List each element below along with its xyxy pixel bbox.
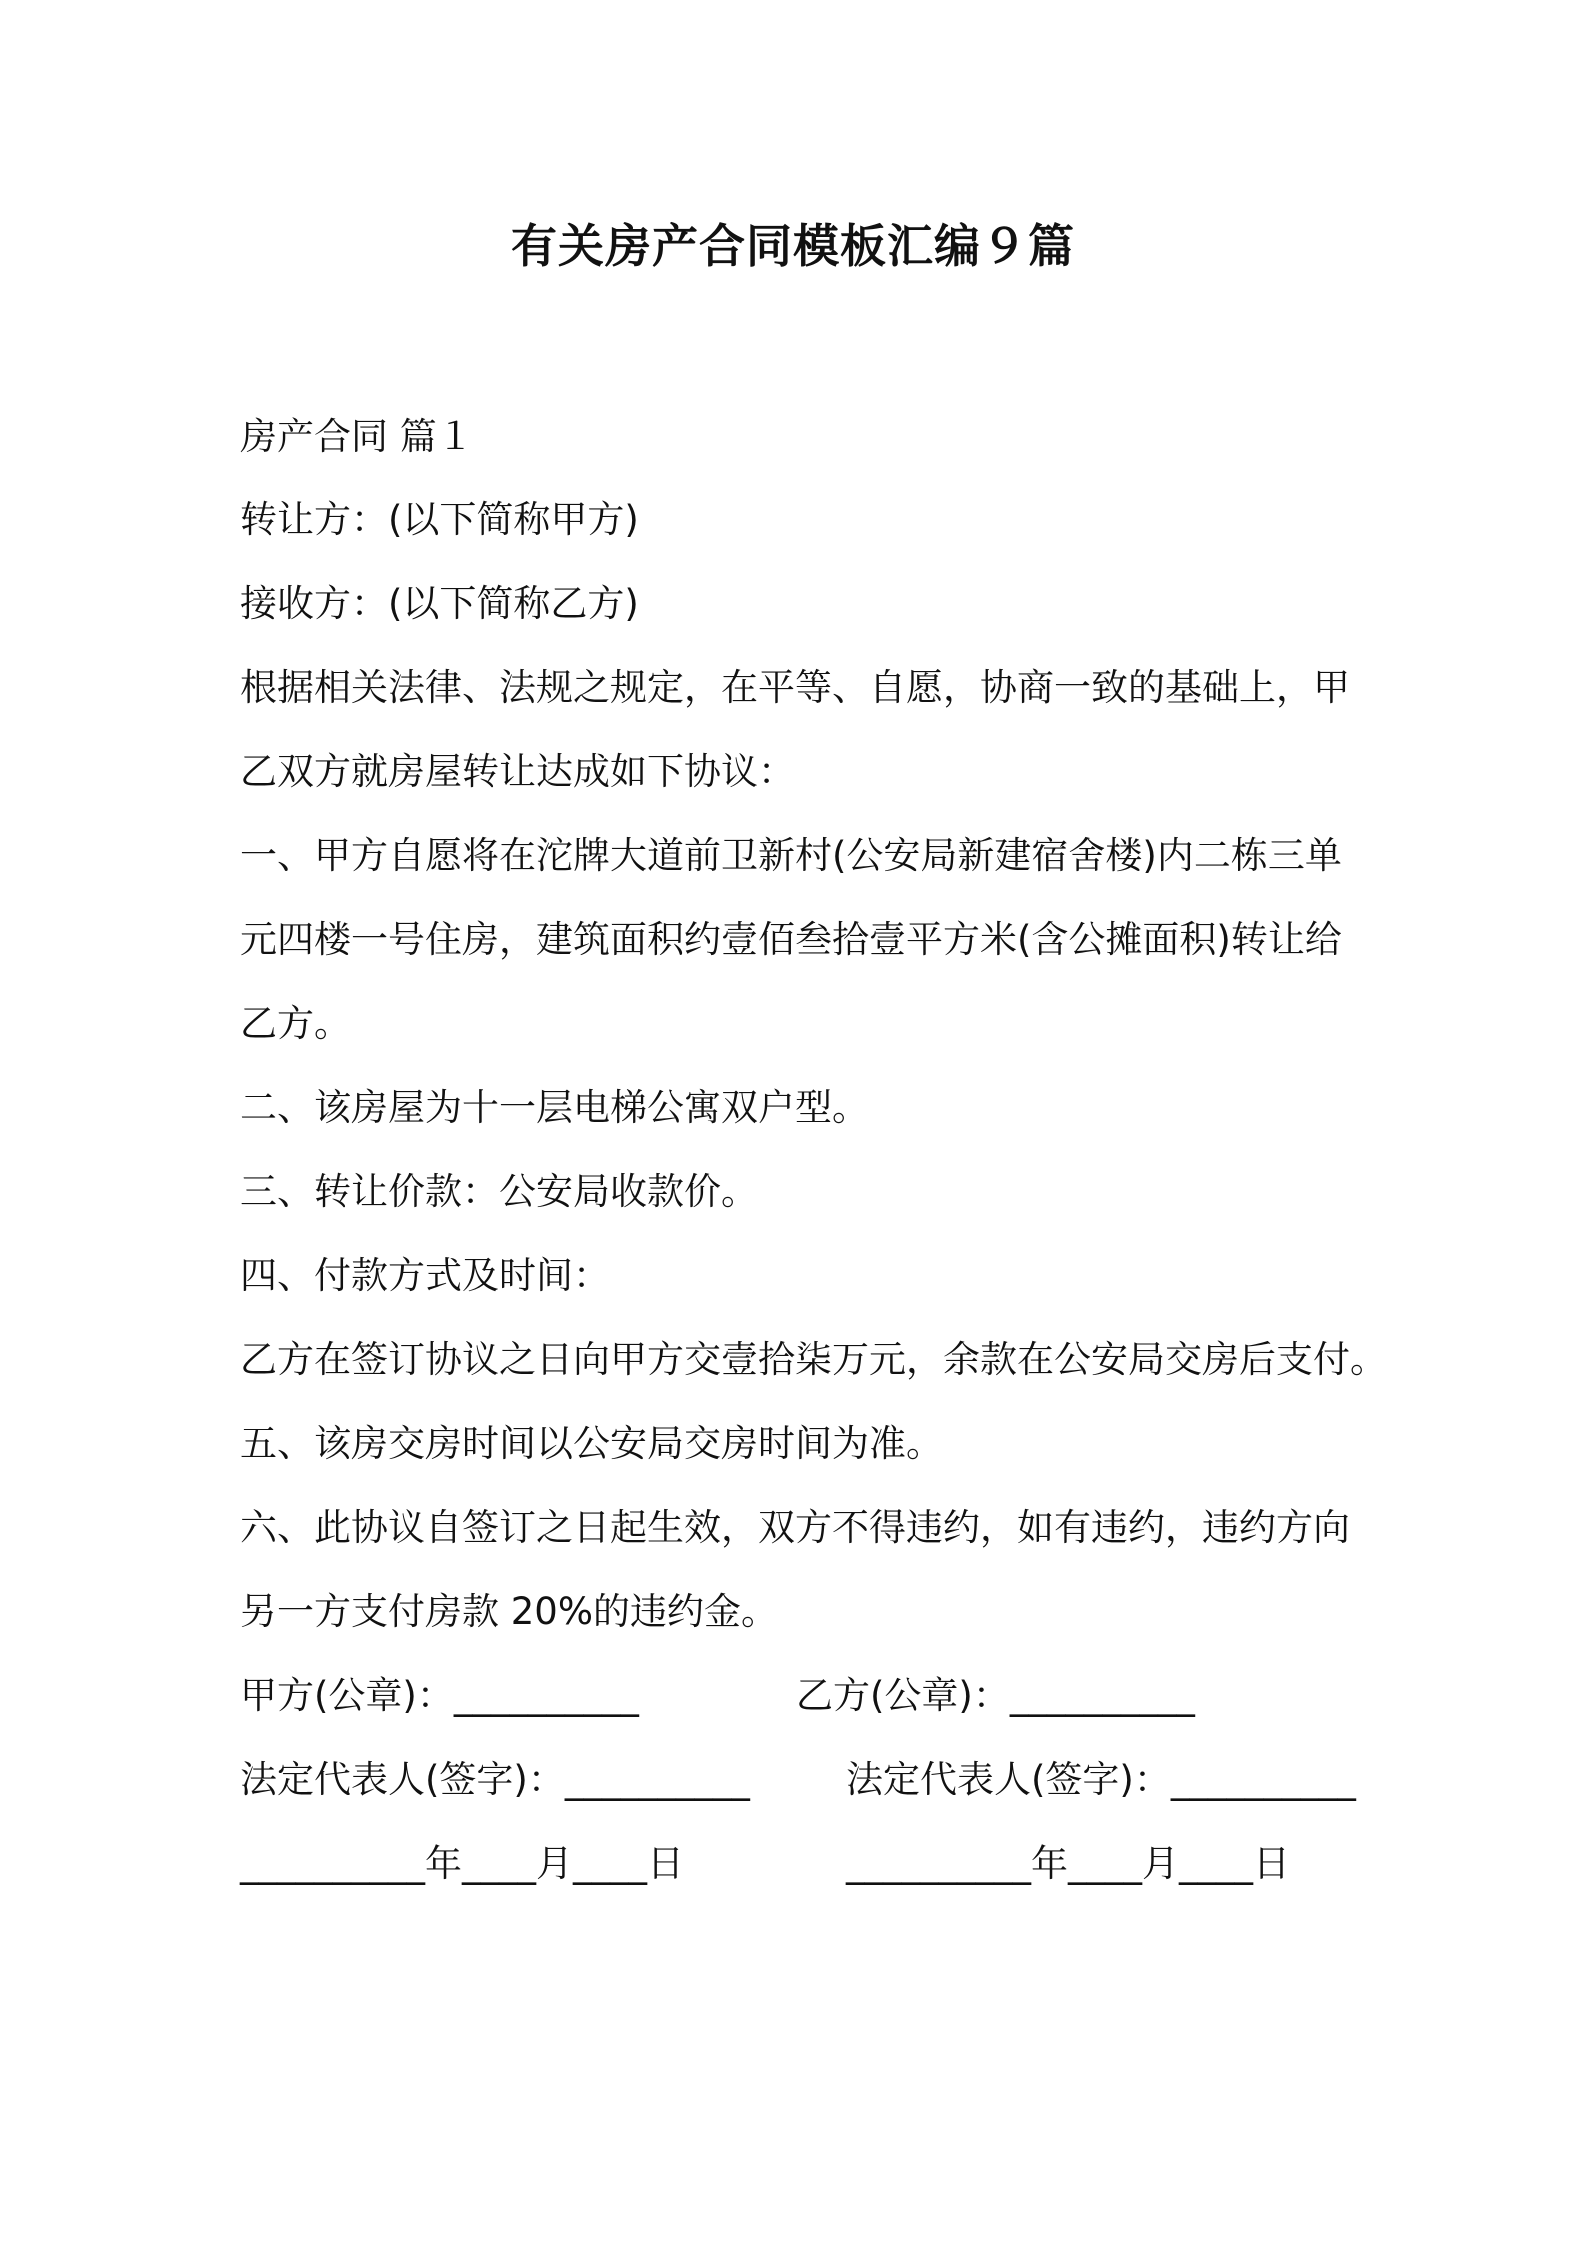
party-a-date-field: __________年____月____日: [240, 1842, 684, 1885]
party-a-rep-field: 法定代表人(签字)：__________: [240, 1758, 750, 1801]
party-b-rep-field: 法定代表人(签字)：__________: [846, 1758, 1356, 1801]
document-title: 有关房产合同模板汇编９篇: [511, 219, 1075, 273]
clause-1-line-3: 乙方。: [240, 1002, 351, 1045]
clause-1-line-1: 一、甲方自愿将在沱牌大道前卫新村(公安局新建宿舍楼)内二栋三单: [240, 834, 1342, 877]
party-b-seal-field: 乙方(公章)：__________: [796, 1674, 1195, 1717]
clause-6-line-2: 另一方支付房款 20%的违约金。: [240, 1590, 778, 1633]
paragraph-transferee: 接收方：(以下简称乙方): [240, 582, 639, 625]
clause-1-line-2: 元四楼一号住房，建筑面积约壹佰叁拾壹平方米(含公摊面积)转让给: [240, 918, 1342, 961]
party-b-date-field: __________年____月____日: [846, 1842, 1290, 1885]
party-a-seal-field: 甲方(公章)：__________: [240, 1674, 639, 1717]
paragraph-transferor: 转让方：(以下简称甲方): [240, 498, 639, 541]
section-heading: 房产合同 篇１: [240, 415, 474, 458]
clause-5: 五、该房交房时间以公安局交房时间为准。: [240, 1422, 943, 1465]
paragraph-preamble-line-1: 根据相关法律、法规之规定，在平等、自愿，协商一致的基础上，甲: [240, 666, 1350, 709]
clause-6-line-1: 六、此协议自签订之日起生效，双方不得违约，如有违约，违约方向: [240, 1506, 1350, 1549]
clause-2: 二、该房屋为十一层电梯公寓双户型。: [240, 1086, 869, 1129]
clause-4-heading: 四、付款方式及时间：: [240, 1254, 610, 1297]
paragraph-preamble-line-2: 乙双方就房屋转让达成如下协议：: [240, 750, 795, 793]
clause-4-body: 乙方在签订协议之日向甲方交壹拾柒万元，余款在公安局交房后支付。: [240, 1338, 1387, 1381]
clause-3: 三、转让价款：公安局收款价。: [240, 1170, 758, 1213]
